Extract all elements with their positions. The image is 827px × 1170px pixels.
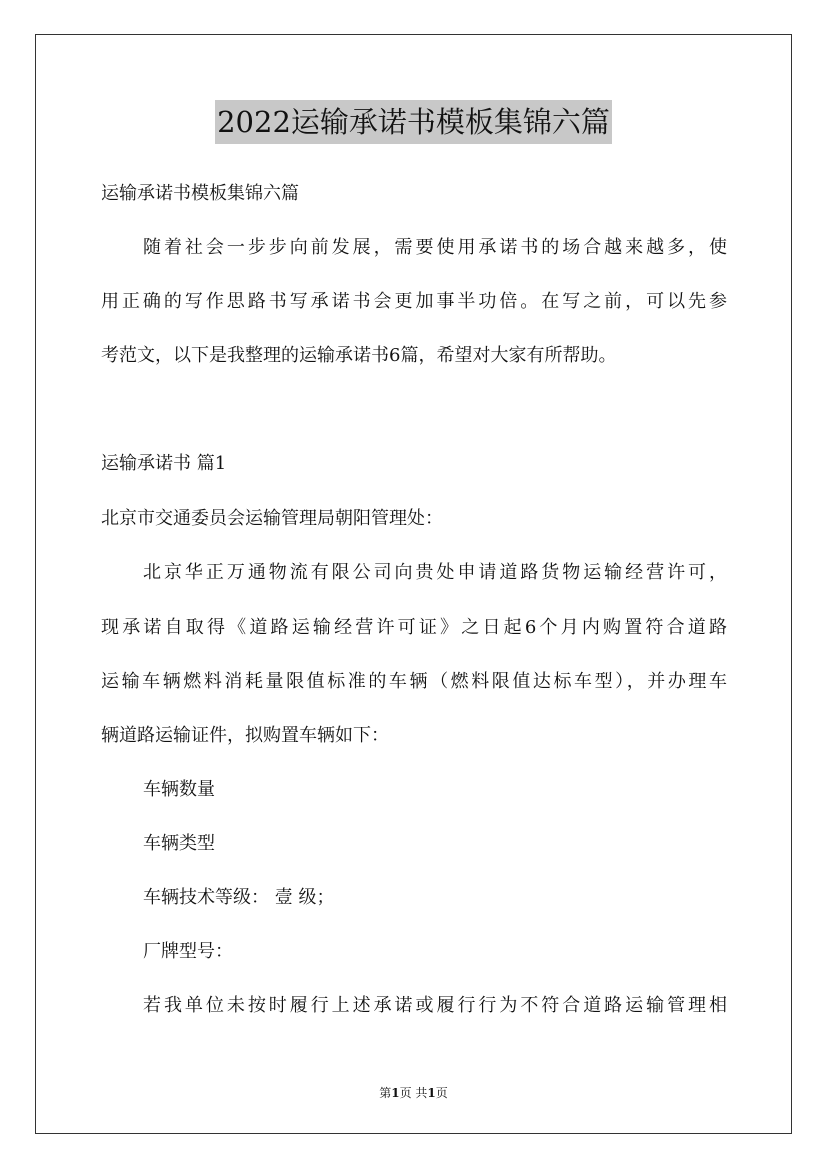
- footer-mid: 页 共: [399, 1086, 428, 1100]
- item-vehicle-grade: 车辆技术等级： 壹 级；: [143, 887, 335, 908]
- item-vehicle-count: 车辆数量: [143, 779, 215, 800]
- body-last-line: 若我单位未按时履行上述承诺或履行行为不符合道路运输管理相: [143, 995, 727, 1016]
- body-line-3: 运输车辆燃料消耗量限值标准的车辆（燃料限值达标车型），并办理车: [101, 671, 727, 692]
- footer-total-pages: 1: [427, 1086, 436, 1100]
- item-vehicle-type: 车辆类型: [143, 833, 215, 854]
- body-line-4: 辆道路运输证件，拟购置车辆如下：: [101, 725, 389, 746]
- intro-line-1: 随着社会一步步向前发展，需要使用承诺书的场合越来越多，使: [143, 237, 727, 258]
- document-subtitle: 运输承诺书模板集锦六篇: [101, 183, 299, 204]
- page-footer: [0, 1085, 827, 1101]
- addressee: 北京市交通委员会运输管理局朝阳管理处：: [101, 508, 443, 529]
- intro-line-3: 考范文，以下是我整理的运输承诺书6篇，希望对大家有所帮助。: [101, 345, 617, 366]
- body-line-2: 现承诺自取得《道路运输经营许可证》之日起6个月内购置符合道路: [101, 617, 727, 638]
- section-heading: 运输承诺书 篇1: [101, 453, 227, 474]
- footer-prefix: 第: [379, 1086, 392, 1100]
- intro-line-2: 用正确的写作思路书写承诺书会更加事半功倍。在写之前，可以先参: [101, 291, 727, 312]
- footer-suffix: 页: [435, 1086, 448, 1100]
- footer-page-number: 1: [391, 1086, 400, 1100]
- title-container: [0, 100, 827, 144]
- body-line-1: 北京华正万通物流有限公司向贵处申请道路货物运输经营许可，: [143, 562, 727, 583]
- item-brand-model: 厂牌型号：: [143, 941, 233, 962]
- document-title: 2022运输承诺书模板集锦六篇: [215, 100, 612, 144]
